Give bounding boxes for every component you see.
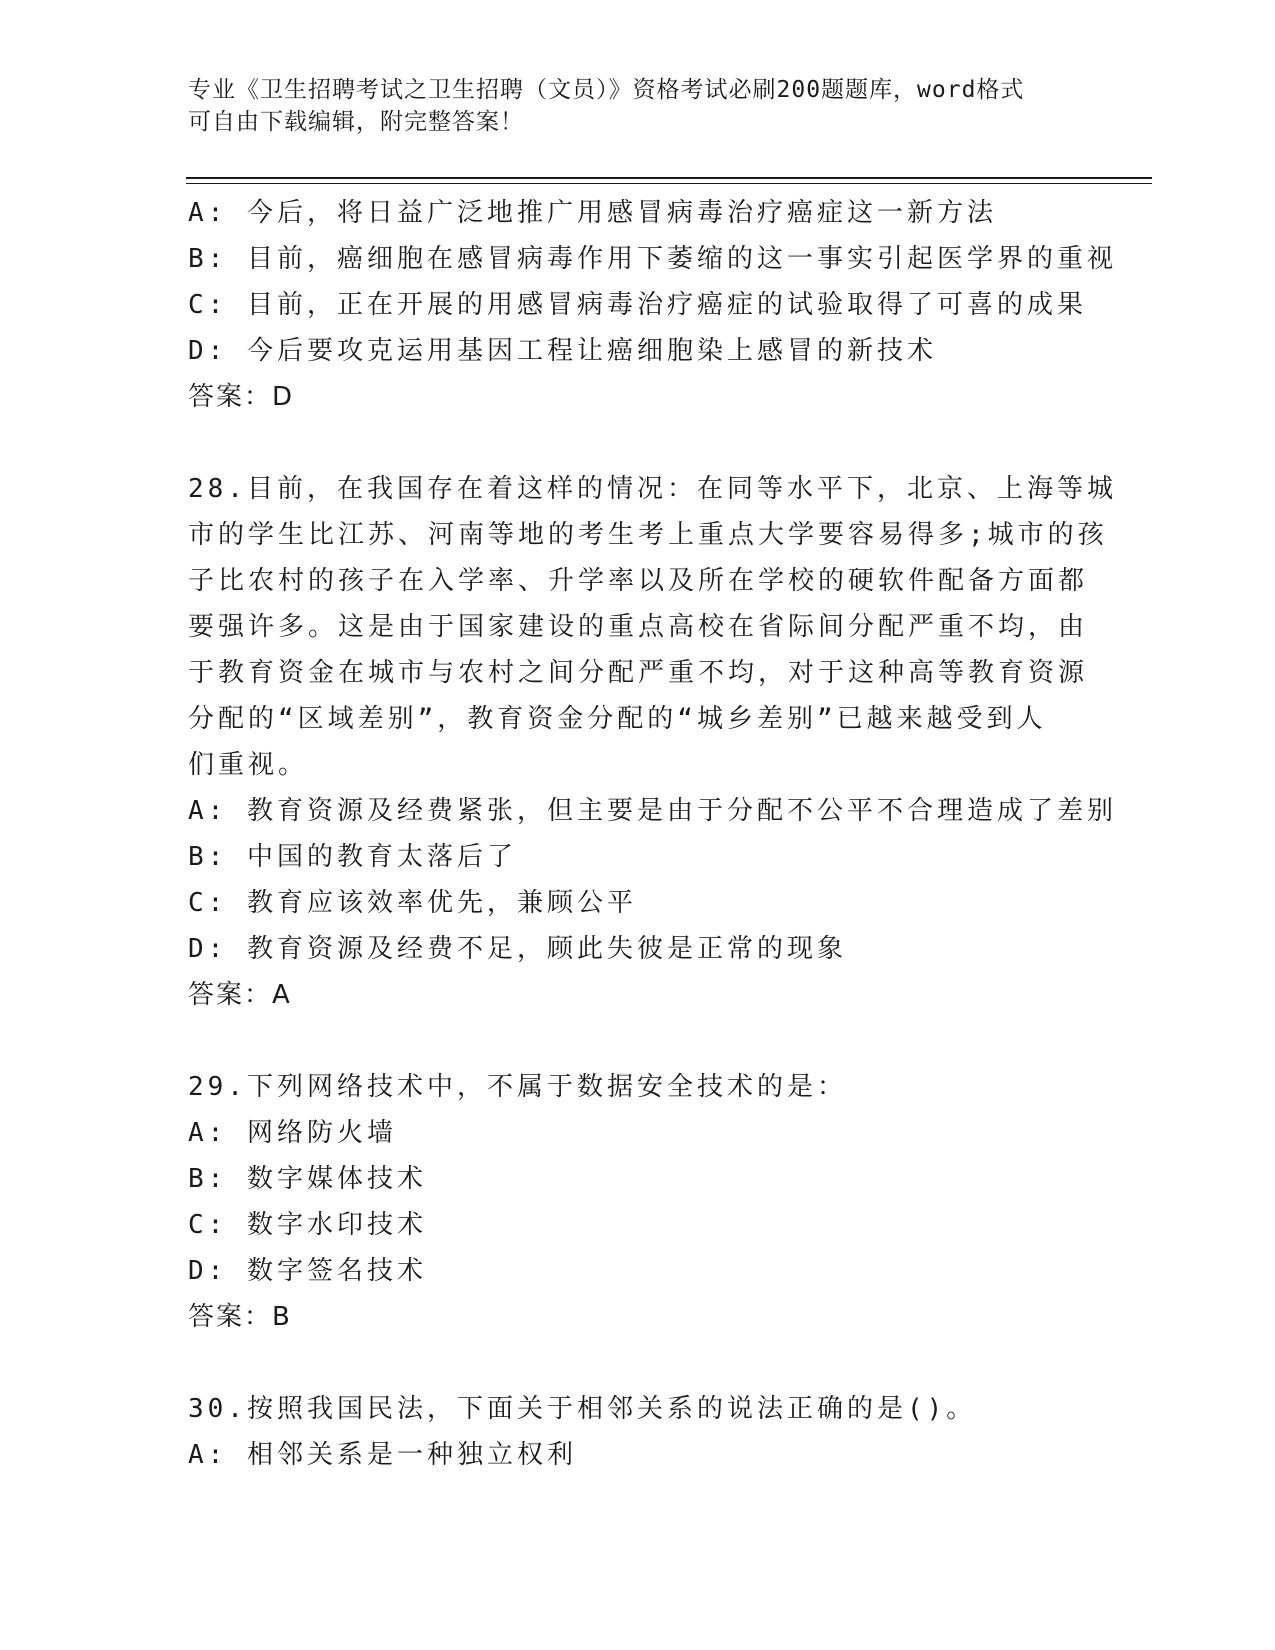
- question-stem-line: 子比农村的孩子在入学率、升学率以及所在学校的硬软件配备方面都: [188, 566, 1089, 596]
- header-rule-thin: [186, 183, 1152, 184]
- header-rule-thick: [186, 177, 1152, 179]
- option-d: D: 教育资源及经费不足，顾此失彼是正常的现象: [188, 934, 847, 964]
- question-30: [188, 1386, 1088, 1478]
- document-header: [188, 74, 1068, 138]
- question-stem-line: 们重视。: [188, 750, 309, 780]
- header-line-2: 可自由下载编辑，附完整答案！: [188, 109, 524, 135]
- option-b: B: 数字媒体技术: [188, 1164, 427, 1194]
- question-stem-line: 要强许多。这是由于国家建设的重点高校在省际间分配严重不均，由: [188, 612, 1089, 642]
- spacer: [188, 1340, 1088, 1386]
- spacer: [188, 420, 1088, 466]
- question-stem-line: 分配的“区域差别”，教育资金分配的“城乡差别”已越来越受到人: [188, 704, 1047, 734]
- question-stem: 29.下列网络技术中，不属于数据安全技术的是：: [188, 1072, 847, 1102]
- answer-line: 答案：A: [188, 980, 292, 1010]
- option-d: D: 数字签名技术: [188, 1256, 427, 1286]
- option-c: C: 教育应该效率优先，兼顾公平: [188, 888, 637, 918]
- question-stem-line: 市的学生比江苏、河南等地的考生考上重点大学要容易得多;城市的孩: [188, 520, 1108, 550]
- spacer: [188, 1018, 1088, 1064]
- option-c: C: 目前，正在开展的用感冒病毒治疗癌症的试验取得了可喜的成果: [188, 290, 1087, 320]
- question-29: [188, 1064, 1088, 1340]
- option-a: A: 相邻关系是一种独立权利: [188, 1440, 577, 1470]
- option-b: B: 中国的教育太落后了: [188, 842, 517, 872]
- option-a: A: 教育资源及经费紧张，但主要是由于分配不公平不合理造成了差别: [188, 796, 1117, 826]
- header-line-1: 专业《卫生招聘考试之卫生招聘（文员）》资格考试必刷200题题库，word格式: [188, 77, 1025, 103]
- question-27: [188, 190, 1117, 420]
- answer-line: 答案：B: [188, 1302, 292, 1332]
- answer-line: 答案：D: [188, 382, 295, 412]
- question-list: [188, 190, 1117, 1478]
- question-stem-line: 于教育资金在城市与农村之间分配严重不均，对于这种高等教育资源: [188, 658, 1089, 688]
- question-stem: 30.按照我国民法，下面关于相邻关系的说法正确的是()。: [188, 1394, 977, 1424]
- question-stem-line: 28.目前，在我国存在着这样的情况：在同等水平下，北京、上海等城: [188, 474, 1117, 504]
- option-a: A: 今后，将日益广泛地推广用感冒病毒治疗癌症这一新方法: [188, 198, 997, 228]
- option-d: D: 今后要攻克运用基因工程让癌细胞染上感冒的新技术: [188, 336, 937, 366]
- question-28: [188, 466, 1117, 1018]
- option-c: C: 数字水印技术: [188, 1210, 427, 1240]
- option-b: B: 目前，癌细胞在感冒病毒作用下萎缩的这一事实引起医学界的重视: [188, 244, 1117, 274]
- option-a: A: 网络防火墙: [188, 1118, 397, 1148]
